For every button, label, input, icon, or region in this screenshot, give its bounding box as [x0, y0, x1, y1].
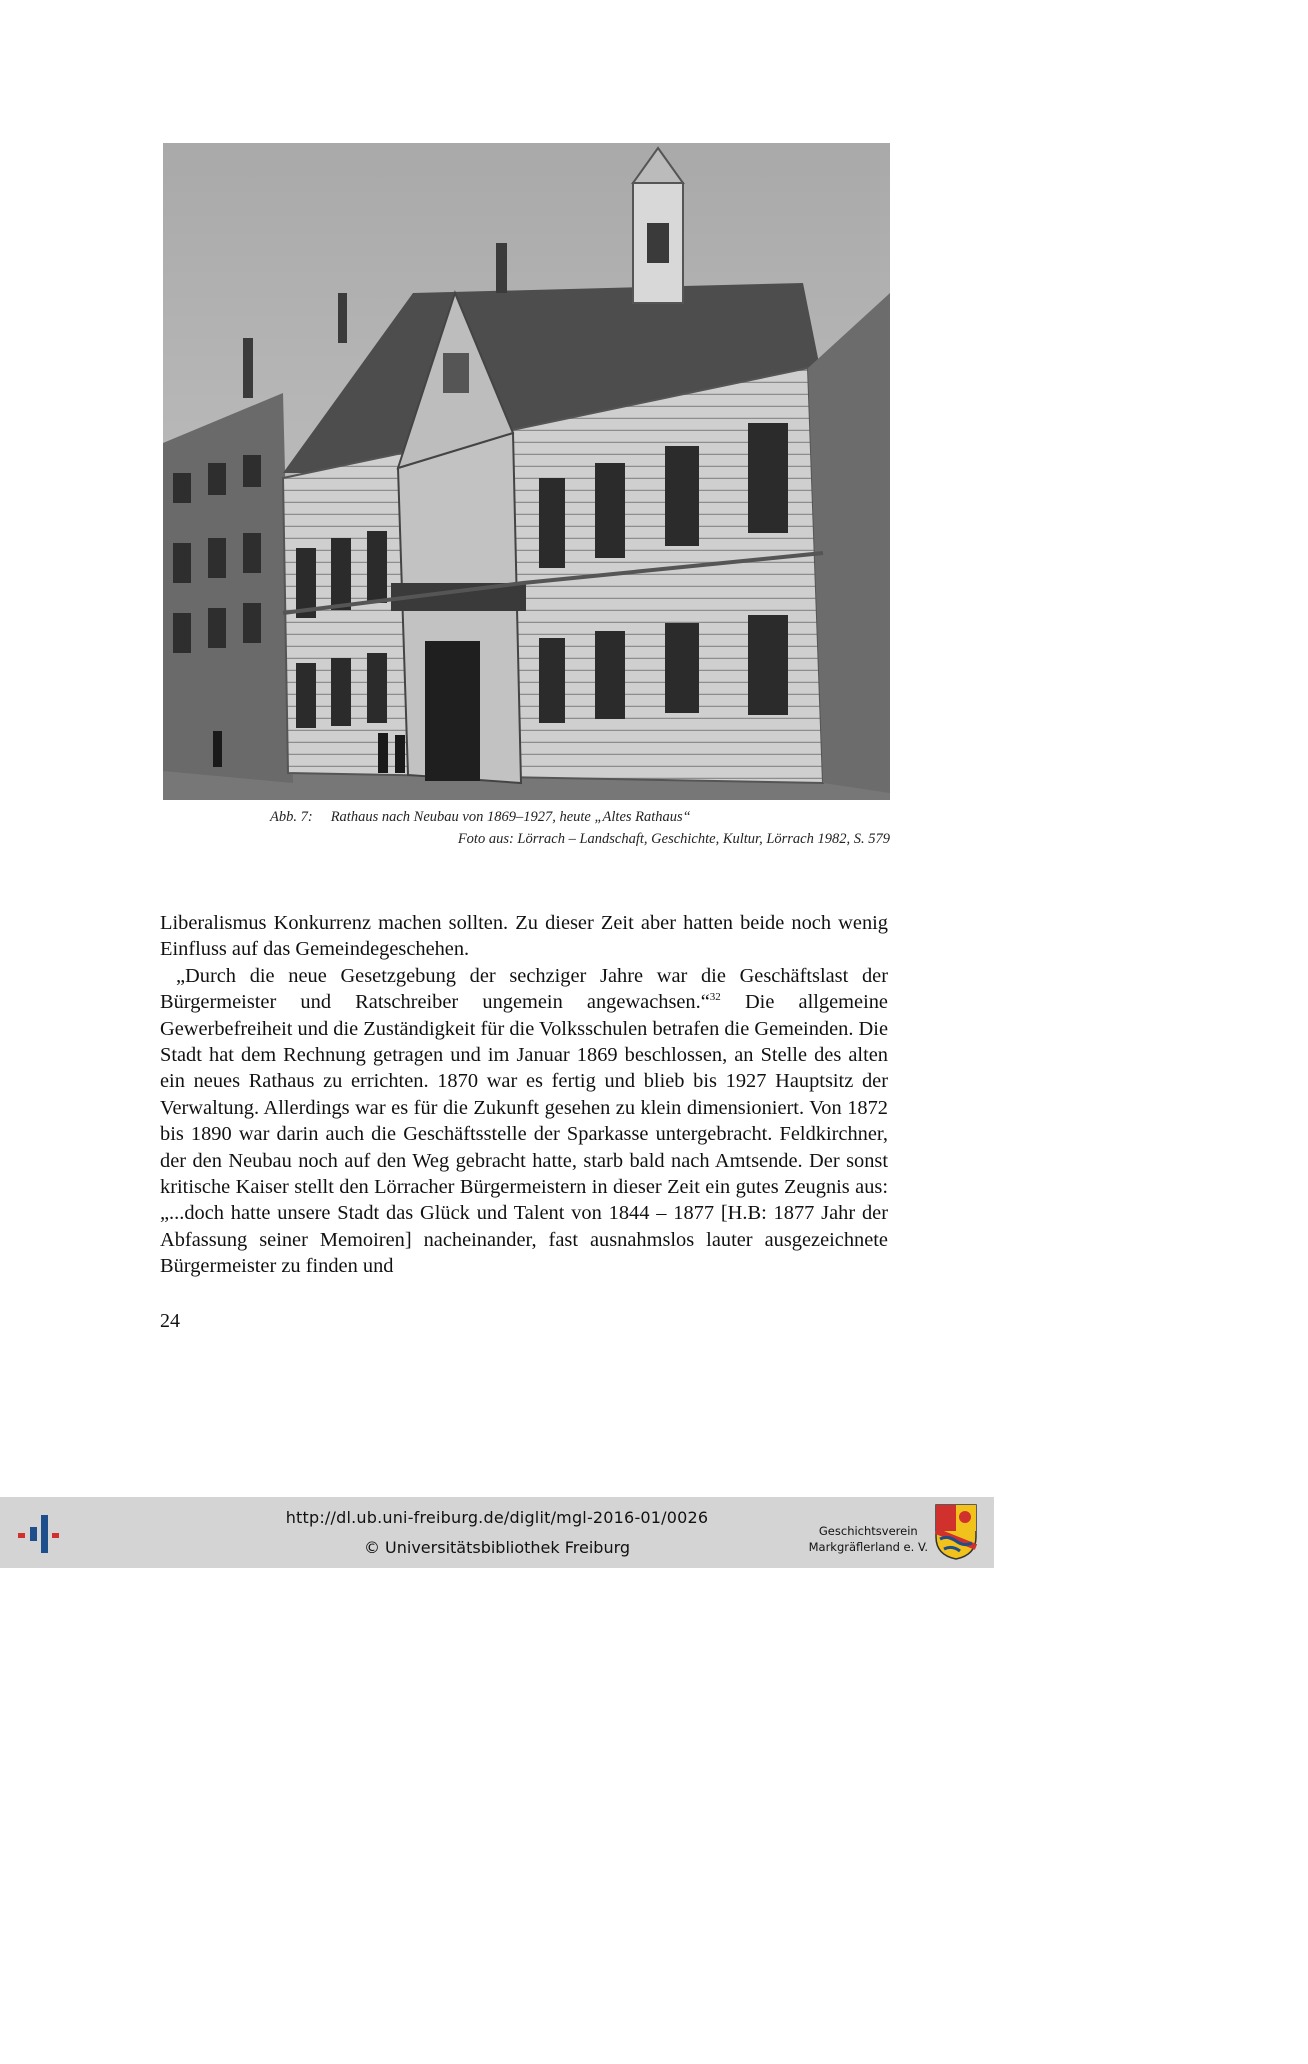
paragraph-2 — [160, 963, 888, 1280]
page-number: 24 — [160, 1310, 180, 1332]
quote-text: „Durch die neue Gesetzgebung der sechziger Jahre war die Geschäftslast der Bürgermeister und Ratschreiber ungemein angewachsen.“ — [160, 964, 888, 1014]
document-url-link[interactable]: http://dl.ub.uni-freiburg.de/diglit/mgl-2016-01/0026 — [285, 1508, 709, 1527]
footer-bar — [0, 1497, 994, 1568]
society-line-2: Markgräflerland e. V. — [808, 1540, 928, 1554]
coat-of-arms-icon — [934, 1503, 978, 1561]
paragraph-1: Liberalismus Konkurrenz machen sollten. Zu dieser Zeit aber hatten beide noch wenig Einfluss auf das Gemeindegeschehen. — [160, 912, 888, 961]
copyright-text: © Universitätsbibliothek Freiburg — [363, 1538, 631, 1557]
rathaus-photo-image — [163, 143, 890, 800]
body-text — [160, 910, 888, 1280]
footnote-ref[interactable]: 32 — [709, 991, 721, 1004]
figure-caption — [270, 806, 890, 850]
figure-title: Rathaus nach Neubau von 1869–1927, heute „Altes Rathaus“ — [330, 809, 691, 825]
society-line-1: Geschichtsverein — [818, 1524, 918, 1538]
figure-label: Abb. 7: — [270, 809, 313, 825]
society-name — [809, 1523, 928, 1555]
paragraph-2-rest: Die allgemeine Gewerbefreiheit und die Zuständigkeit für die Volksschulen betrafen die Gemeinden. Die Stadt hat dem Rechnung getragen und im Januar 1869 beschlossen, an Stelle des alten ein neues Rathaus zu errichten. 1870 war es fertig und blieb bis 1927 Hauptsitz der Verwaltung. Allerdings war es für die Zukunft gesehen zu klein dimensioniert. Von 1872 bis 1890 war darin auch die Geschäftsstelle der Sparkasse untergebracht. Feldkirchner, der den Neubau noch auf den Weg gebracht hatte, starb bald nach Amtsende. Der sonst kritische Kaiser stellt den Lörracher Bürgermeistern in dieser Zeit ein gutes Zeugnis aus: „...doch hatte unsere Stadt das Glück und Talent von 1844 – 1877 [H.B: 1877 Jahr der Abfassung seiner Memoiren] nacheinander, fast ausnahmslos lauter ausgezeichnete Bürgermeister zu finden und — [160, 991, 888, 1278]
figure-source: Foto aus: Lörrach – Landschaft, Geschichte, Kultur, Lörrach 1982, S. 579 — [457, 831, 890, 847]
building-photo — [163, 143, 890, 800]
